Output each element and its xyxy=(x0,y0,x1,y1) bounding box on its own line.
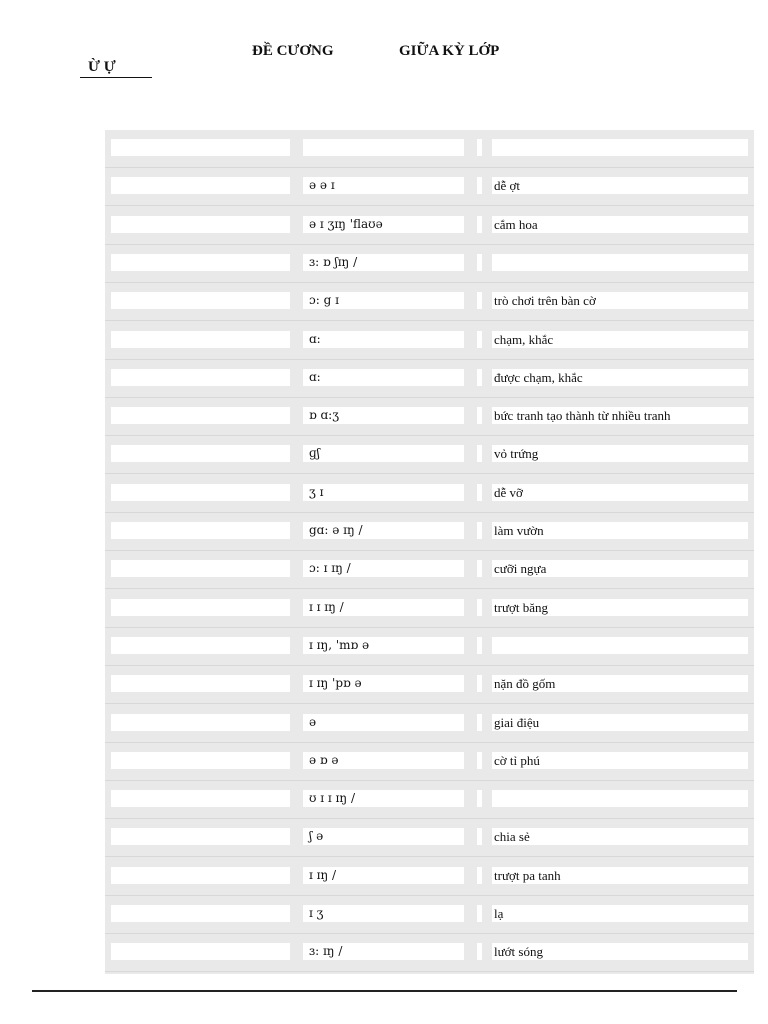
type-cell xyxy=(477,484,482,501)
meaning-cell: cưỡi ngựa xyxy=(492,560,748,577)
type-cell xyxy=(477,407,482,424)
ipa-cell: ɪ ɪ ɪŋ / xyxy=(303,599,464,616)
meaning-cell: trượt băng xyxy=(492,599,748,616)
word-cell xyxy=(111,445,290,462)
word-cell xyxy=(111,790,290,807)
meaning-cell xyxy=(492,790,748,807)
type-cell xyxy=(477,254,482,271)
ipa-cell: ə ɪ ʒɪŋ 'flaʊə xyxy=(303,216,464,233)
document-title-part1: ĐỀ CƯƠNG xyxy=(252,43,334,59)
document-title-part2: GIỮA KỲ LỚP xyxy=(399,43,500,59)
ipa-cell: ɪ ɪŋ / xyxy=(303,867,464,884)
type-cell xyxy=(477,752,482,769)
word-cell xyxy=(111,828,290,845)
word-cell xyxy=(111,254,290,271)
word-cell xyxy=(111,407,290,424)
section-label: Ừ Ự xyxy=(80,59,152,78)
table-row xyxy=(105,207,754,245)
table-row xyxy=(105,628,754,666)
word-cell xyxy=(111,369,290,386)
meaning-cell xyxy=(492,254,748,271)
meaning-cell: vỏ trứng xyxy=(492,445,748,462)
meaning-cell: nặn đồ gốm xyxy=(492,675,748,692)
type-cell xyxy=(477,828,482,845)
word-cell xyxy=(111,714,290,731)
word-cell xyxy=(111,599,290,616)
type-cell xyxy=(477,445,482,462)
table-row xyxy=(105,666,754,704)
type-cell xyxy=(477,369,482,386)
ipa-cell: ɡʃ xyxy=(303,445,464,462)
word-cell xyxy=(111,177,290,194)
type-cell xyxy=(477,522,482,539)
meaning-cell: cắm hoa xyxy=(492,216,748,233)
ipa-cell xyxy=(303,139,464,156)
meaning-cell: được chạm, khắc xyxy=(492,369,748,386)
type-cell xyxy=(477,867,482,884)
ipa-cell: ɪ ʒ xyxy=(303,905,464,922)
meaning-cell: bức tranh tạo thành từ nhiều tranh xyxy=(492,407,748,424)
word-cell xyxy=(111,905,290,922)
meaning-cell xyxy=(492,637,748,654)
type-cell xyxy=(477,637,482,654)
vocabulary-table xyxy=(105,130,754,974)
ipa-cell: ʒ ɪ xyxy=(303,484,464,501)
word-cell xyxy=(111,560,290,577)
table-row xyxy=(105,130,754,168)
word-cell xyxy=(111,675,290,692)
type-cell xyxy=(477,943,482,960)
table-row xyxy=(105,168,754,206)
table-row xyxy=(105,743,754,781)
meaning-cell: lạ xyxy=(492,905,748,922)
ipa-cell: ɜ: ɒ ʃɪŋ / xyxy=(303,254,464,271)
table-row xyxy=(105,245,754,283)
table-row xyxy=(105,934,754,972)
footer-divider xyxy=(32,990,737,992)
ipa-cell: gɑ: ə ɪŋ / xyxy=(303,522,464,539)
table-row xyxy=(105,513,754,551)
meaning-cell: chia sẻ xyxy=(492,828,748,845)
ipa-cell: ɒ ɑ:ʒ xyxy=(303,407,464,424)
word-cell xyxy=(111,216,290,233)
table-row xyxy=(105,590,754,628)
word-cell xyxy=(111,867,290,884)
type-cell xyxy=(477,331,482,348)
type-cell xyxy=(477,790,482,807)
type-cell xyxy=(477,714,482,731)
meaning-cell: giai điệu xyxy=(492,714,748,731)
table-row xyxy=(105,896,754,934)
table-row xyxy=(105,781,754,819)
word-cell xyxy=(111,331,290,348)
meaning-cell: dễ vỡ xyxy=(492,484,748,501)
table-row xyxy=(105,322,754,360)
table-row xyxy=(105,436,754,474)
table-row xyxy=(105,283,754,321)
table-row xyxy=(105,360,754,398)
type-cell xyxy=(477,216,482,233)
word-cell xyxy=(111,637,290,654)
ipa-cell: ɑ: xyxy=(303,369,464,386)
meaning-cell: chạm, khắc xyxy=(492,331,748,348)
type-cell xyxy=(477,139,482,156)
meaning-cell: trò chơi trên bàn cờ xyxy=(492,292,748,309)
type-cell xyxy=(477,292,482,309)
type-cell xyxy=(477,177,482,194)
table-row xyxy=(105,705,754,743)
meaning-cell: dễ ợt xyxy=(492,177,748,194)
ipa-cell: ə ɒ ə xyxy=(303,752,464,769)
word-cell xyxy=(111,752,290,769)
table-row xyxy=(105,551,754,589)
word-cell xyxy=(111,522,290,539)
type-cell xyxy=(477,905,482,922)
type-cell xyxy=(477,599,482,616)
table-row xyxy=(105,475,754,513)
word-cell xyxy=(111,943,290,960)
ipa-cell: ɪ ɪŋ, 'mɒ ə xyxy=(303,637,464,654)
table-row xyxy=(105,398,754,436)
word-cell xyxy=(111,484,290,501)
ipa-cell: ə xyxy=(303,714,464,731)
ipa-cell: ɪ ɪŋ 'pɒ ə xyxy=(303,675,464,692)
ipa-cell: ɔ: g ɪ xyxy=(303,292,464,309)
ipa-cell: ɑ: xyxy=(303,331,464,348)
table-row xyxy=(105,858,754,896)
word-cell xyxy=(111,139,290,156)
ipa-cell: ɔ: ɪ ɪŋ / xyxy=(303,560,464,577)
meaning-cell: lướt sóng xyxy=(492,943,748,960)
ipa-cell: ɜ: ɪŋ / xyxy=(303,943,464,960)
type-cell xyxy=(477,560,482,577)
meaning-cell: cờ tỉ phú xyxy=(492,752,748,769)
ipa-cell: ə ə ɪ xyxy=(303,177,464,194)
table-row xyxy=(105,819,754,857)
ipa-cell: ʃ ə xyxy=(303,828,464,845)
ipa-cell: ʊ ɪ ɪ ɪŋ / xyxy=(303,790,464,807)
type-cell xyxy=(477,675,482,692)
meaning-cell: trượt pa tanh xyxy=(492,867,748,884)
word-cell xyxy=(111,292,290,309)
meaning-cell xyxy=(492,139,748,156)
meaning-cell: làm vườn xyxy=(492,522,748,539)
